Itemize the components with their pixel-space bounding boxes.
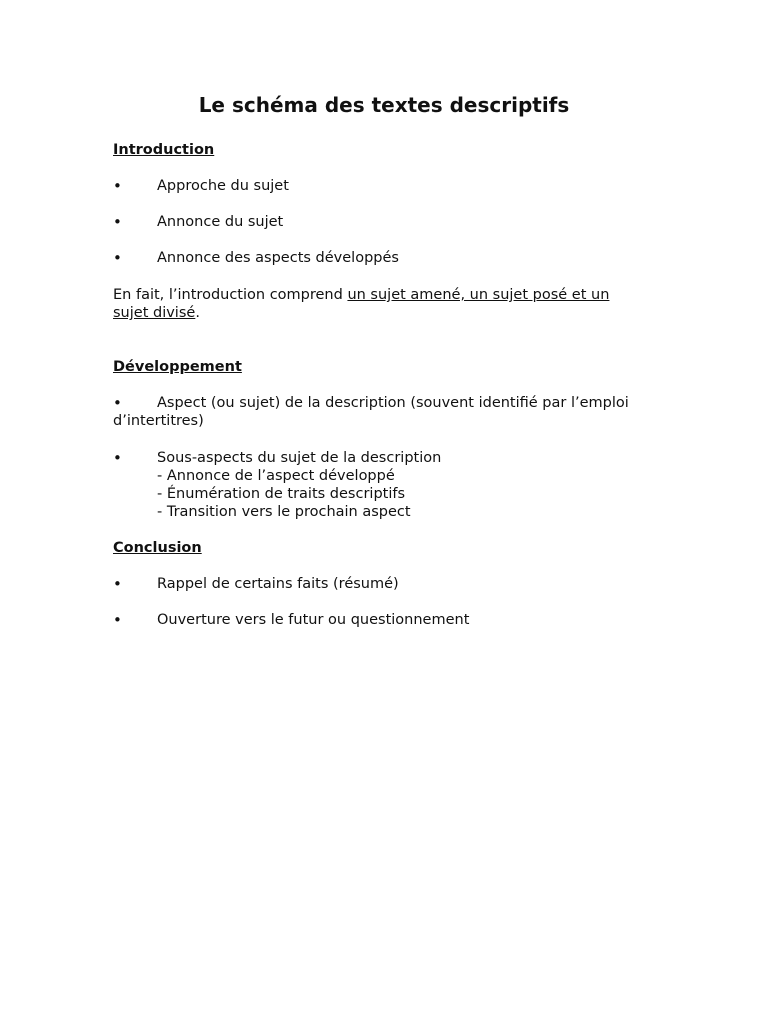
list-item <box>113 249 658 267</box>
list-item-text: Sous-aspects du sujet de la description <box>157 450 442 466</box>
conclusion-heading: Conclusion <box>113 540 202 556</box>
list-item-text: Ouverture vers le futur ou questionnement <box>157 612 470 628</box>
list-item <box>113 611 658 629</box>
summary-underlined-text: sujet divisé <box>113 305 196 321</box>
list-item <box>113 575 658 593</box>
bullet-icon: • <box>113 177 122 195</box>
list-item-text-continuation: d’intertitres) <box>113 413 204 429</box>
bullet-icon: • <box>113 611 122 629</box>
list-item-text: Approche du sujet <box>157 178 289 194</box>
list-item <box>113 449 658 520</box>
list-item <box>113 213 658 231</box>
introduction-summary <box>113 286 653 322</box>
bullet-icon: • <box>113 394 122 412</box>
list-item-text: Aspect (ou sujet) de la description (souvent identifié par l’emploi <box>157 395 629 411</box>
summary-underlined-text: un sujet amené, un sujet posé et un <box>347 287 610 303</box>
sub-list-item: - Transition vers le prochain aspect <box>157 504 411 520</box>
sub-list-item: - Annonce de l’aspect développé <box>157 468 395 484</box>
page-title: Le schéma des textes descriptifs <box>198 93 570 117</box>
developpement-heading: Développement <box>113 359 242 375</box>
bullet-icon: • <box>113 449 122 467</box>
bullet-icon: • <box>113 249 122 267</box>
introduction-heading: Introduction <box>113 142 215 158</box>
sub-list-item: - Énumération de traits descriptifs <box>157 486 406 502</box>
summary-text: En fait, l’introduction comprend <box>113 287 348 303</box>
list-item-text: Annonce des aspects développés <box>157 250 399 266</box>
list-item-text: Annonce du sujet <box>157 214 284 230</box>
bullet-icon: • <box>113 213 122 231</box>
list-item <box>113 177 658 195</box>
summary-text: . <box>195 305 200 321</box>
list-item-text: Rappel de certains faits (résumé) <box>157 576 399 592</box>
bullet-icon: • <box>113 575 122 593</box>
sub-list <box>157 467 411 521</box>
list-item <box>113 394 658 430</box>
